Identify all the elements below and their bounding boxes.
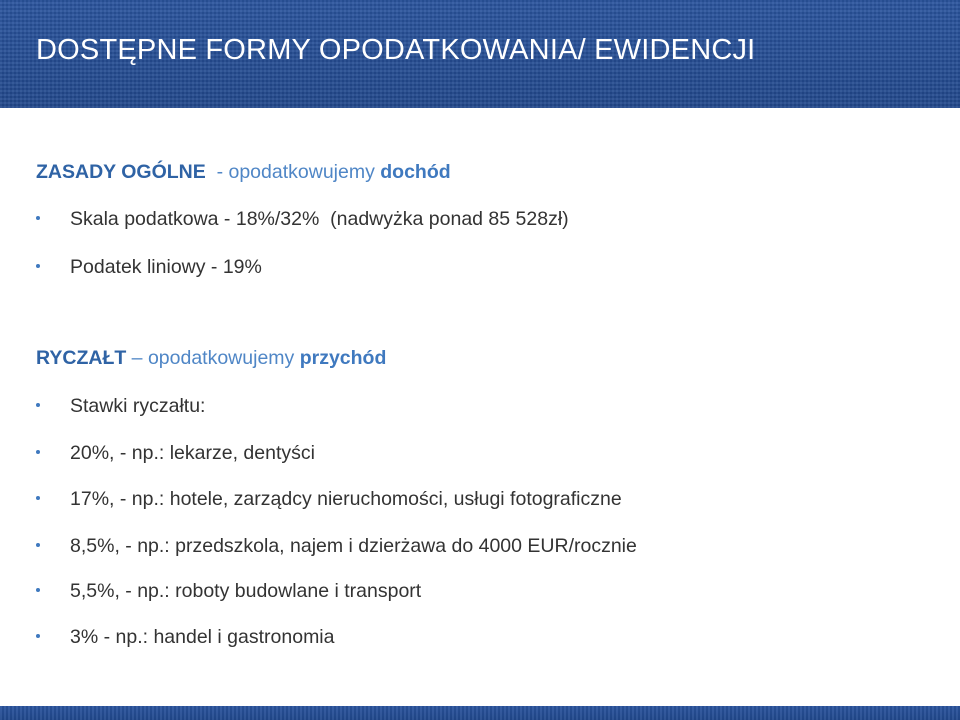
heading-description: – opodatkowujemy (126, 347, 300, 369)
bullet-icon (36, 634, 40, 638)
footer-bar (0, 706, 960, 720)
list-item-text: 20%, - np.: lekarze, dentyści (70, 442, 315, 464)
bullet-icon (36, 496, 40, 500)
list-item-text: Podatek liniowy - 19% (70, 256, 262, 278)
list-item-text: 5,5%, - np.: roboty budowlane i transport (70, 580, 422, 602)
list-item-text: 8,5%, - np.: przedszkola, najem i dzierżawa do 4000 EUR/rocznie (70, 535, 637, 557)
bullet-icon (36, 543, 40, 547)
section-heading-zasady-ogolne (36, 161, 451, 184)
slide-title: DOSTĘPNE FORMY OPODATKOWANIA/ EWIDENCJI (36, 34, 756, 66)
heading-keyword: RYCZAŁT (36, 347, 127, 369)
heading-emphasis: dochód (380, 161, 451, 183)
heading-keyword: ZASADY OGÓLNE (36, 161, 206, 183)
bullet-icon (36, 450, 40, 454)
list-item-text: Skala podatkowa - 18%/32% (nadwyżka ponad 85 528zł) (70, 208, 569, 230)
list-item-text: Stawki ryczałtu: (70, 395, 206, 417)
heading-description: - opodatkowujemy (205, 161, 381, 183)
section-heading-ryczalt (36, 347, 386, 370)
bullet-icon (36, 264, 40, 268)
bullet-icon (36, 216, 40, 220)
list-item-text: 17%, - np.: hotele, zarządcy nieruchomości, usługi fotograficzne (70, 488, 622, 510)
list-item-text: 3% - np.: handel i gastronomia (70, 626, 335, 648)
bullet-icon (36, 403, 40, 407)
bullet-icon (36, 588, 40, 592)
heading-emphasis: przychód (299, 347, 387, 369)
